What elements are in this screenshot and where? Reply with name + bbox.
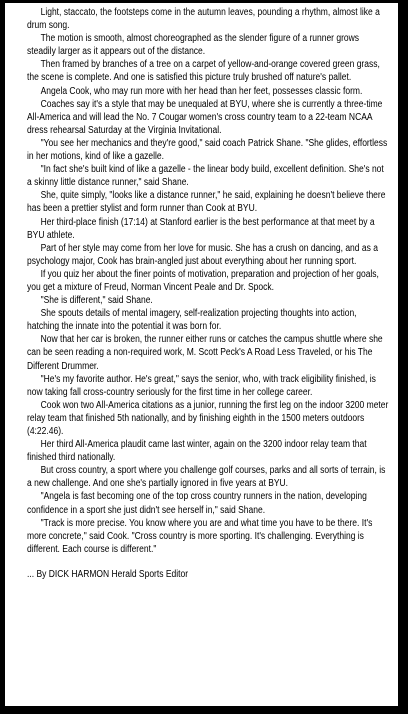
- paragraph-14: Now that her car is broken, the runner either runs or catches the campus shuttle where she can be seen reading a non-required work, M. Scott Peck's A Road Less Traveled, or his The Different Drummer.: [27, 334, 383, 372]
- paragraph-11: If you quiz her about the finer points of motivation, preparation and projection of her goals, you get a mixture of Freud, Norman Vincent Peale and Dr. Spock.: [27, 268, 379, 293]
- byline: ... By DICK HARMON Herald Sports Editor: [27, 568, 189, 580]
- paragraph-6: "You see her mechanics and they're good," said coach Patrick Shane. "She glides, effortless in her motions, kind of like a gazelle.: [27, 137, 388, 163]
- paragraph-9: Her third-place finish (17:14) at Stanford earlier is the best performance at that meet by a BYU athlete.: [27, 216, 375, 241]
- paragraph-13: She spouts details of mental imagery, self-realization projecting thoughts into action, hatching the innate into the potential it was born for.: [27, 308, 357, 333]
- paragraph-1: Light, staccato, the footsteps come in the autumn leaves, pounding a rhythm, almost like a drum song.: [27, 7, 380, 32]
- paragraph-7: "In fact she's built kind of like a gazelle - the linear body build, excellent definition. She's not a skinny little distance runner," said Shane.: [27, 164, 384, 189]
- article-body: [27, 6, 389, 581]
- paragraph-5: Coaches say it's a style that may be unequaled at BYU, where she is currently a three-time All-America and will lead the No. 7 Cougar women's cross country team to a 22-team NCAA dress rehearsal Saturday at the Virginia Invitational.: [27, 98, 383, 136]
- paragraph-3: Then framed by branches of a tree on a carpet of yellow-and-orange covered green grass, the scene is complete. And one is satisfied this picture truly brushed off nature's pallet.: [27, 59, 380, 84]
- paragraph-10: Part of her style may come from her love for music. She has a crush on dancing, and as a psychology major, Cook has brain-angled just about everything about her running sport.: [27, 242, 378, 267]
- paragraph-8: She, quite simply, "looks like a distance runner," he said, explaining he doesn't believe there has been a prettier stylist and form runner than Cook at BYU.: [27, 190, 386, 215]
- paragraph-4: Angela Cook, who may run more with her head than her feet, possesses classic form.: [40, 85, 363, 97]
- paragraph-20: "Track is more precise. You know where you are and what time you have to be there. It's more concrete," said Cook. "Cross country is more sporting. It's challenging. Everything is different. Each course is different.": [27, 517, 373, 555]
- paragraph-12: "She is different," said Shane.: [40, 295, 153, 307]
- paragraph-15: "He's my favorite author. He's great," says the senior, who, with track eligibility finished, is now taking fall cross-country seriously for the first time in her college career.: [27, 373, 376, 398]
- paragraph-18: But cross country, a sport where you challenge golf courses, parks and all sorts of terrain, is a new challenge. And one she's partially ignored in five years at BYU.: [27, 465, 386, 490]
- paragraph-16: Cook won two All-America citations as a junior, running the first leg on the indoor 3200 meter relay team that finished 5th nationally, and by finishing eighth in the 1500 meters outdoors (4:22.46).: [27, 399, 389, 437]
- paragraph-2: The motion is smooth, almost choreographed as the slender figure of a runner grows steadily larger as it appears out of the distance.: [27, 33, 360, 58]
- right-border: [398, 0, 408, 714]
- paragraph-19: "Angela is fast becoming one of the top cross country runners in the nation, developing confidence in a sport she just didn't see herself in," said Shane.: [27, 491, 367, 516]
- bottom-border: [5, 706, 398, 714]
- paragraph-17: Her third All-America plaudit came last winter, again on the 3200 indoor relay team that finished third nationally.: [27, 439, 367, 464]
- article-page: [5, 3, 398, 706]
